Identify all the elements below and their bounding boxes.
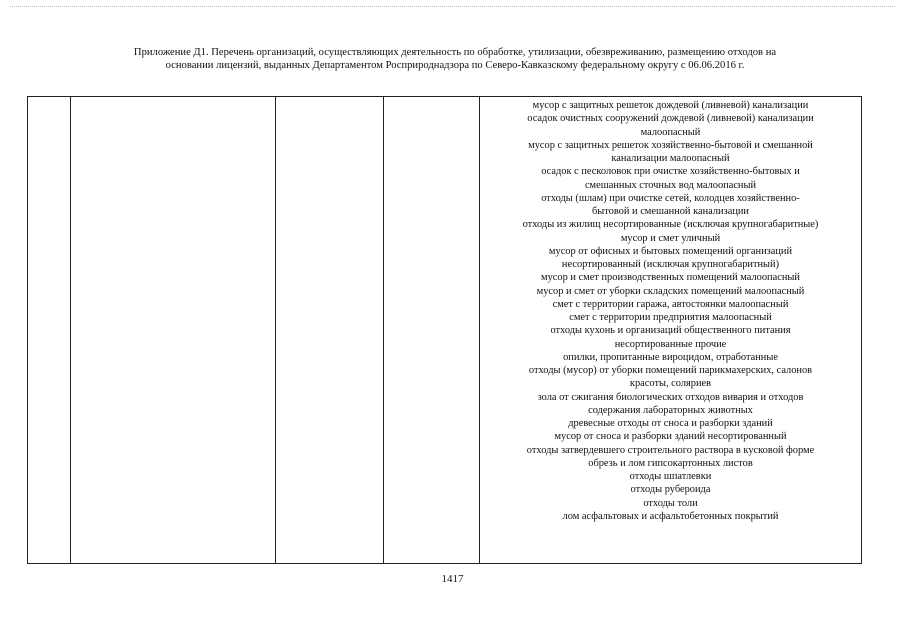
page-number: 1417 [441,573,464,585]
waste-line: отходы шпатлевки [629,471,712,482]
waste-line: несортированные прочие [614,338,727,350]
waste-line: мусор с защитных решеток хозяйственно-бытовой и смешанной [528,139,813,151]
waste-line: смешанных сточных вод малоопасный [584,179,757,191]
waste-line: отходы кухонь и организаций общественного питания [550,325,791,337]
scan-artifact-line [10,6,895,7]
organizations-table [27,96,862,564]
column-divider [70,97,71,563]
column-divider [275,97,276,563]
waste-line: древесные отходы от сноса и разборки зданий [568,418,773,429]
waste-line: канализации малоопасный [611,153,730,164]
waste-line: отходы из жилищ несортированные (исключая крупногабаритные) [522,219,819,231]
waste-line: зола от сжигания биологических отходов вивария и отходов [537,391,804,403]
header-line-2: основании лицензий, выданных Департаментом Росприроднадзора по Северо-Кавказскому федеральному округу с 06.06.2016 г. [165,60,745,71]
waste-line: мусор и смет от уборки складских помещений малоопасный [536,285,805,297]
waste-line: отходы толи [643,497,698,509]
document-header [60,46,850,72]
waste-line: содержания лабораторных животных [588,404,753,416]
waste-line: смет с территории гаража, автостоянки малоопасный [552,298,789,310]
header-line-1: Приложение Д1. Перечень организаций, осуществляющих деятельность по обработке, утилизации, обезвреживанию, размещению отходов на [133,47,777,58]
waste-line: отходы (мусор) от уборки помещений парикмахерских, салонов [528,365,813,376]
waste-line: обрезь и лом гипсокартонных листов [588,457,753,469]
waste-line: мусор с защитных решеток дождевой (ливневой) канализации [532,100,809,111]
waste-line: мусор и смет уличный [620,232,721,244]
waste-line: лом асфальтовых и асфальтобетонных покрытий [562,510,779,522]
waste-line: мусор и смет производственных помещений малоопасный [541,272,800,284]
column-divider [383,97,384,563]
waste-line: отходы затвердевшего строительного раствора в кусковой форме [526,444,815,456]
waste-line: осадок с песколовок при очистке хозяйственно-бытовых и [541,166,800,178]
waste-types-cell [480,99,861,523]
waste-line: мусор от офисных и бытовых помещений организаций [548,245,793,257]
waste-line: опилки, пропитанные вироцидом, отработанные [563,351,778,363]
waste-line: малоопасный [640,126,701,138]
waste-line: отходы рубероида [630,484,711,496]
waste-line: отходы (шлам) при очистке сетей, колодцев хозяйственно- [541,192,800,204]
waste-line: несортированный (исключая крупногабаритный) [561,259,780,270]
waste-line: мусор от сноса и разборки зданий несортированный [554,431,787,443]
waste-line: бытовой и смешанной канализации [591,206,749,217]
waste-line: смет с территории предприятия малоопасный [569,312,772,323]
waste-line: осадок очистных сооружений дождевой (ливневой) канализации [527,113,814,125]
waste-line: красоты, соляриев [629,378,712,390]
